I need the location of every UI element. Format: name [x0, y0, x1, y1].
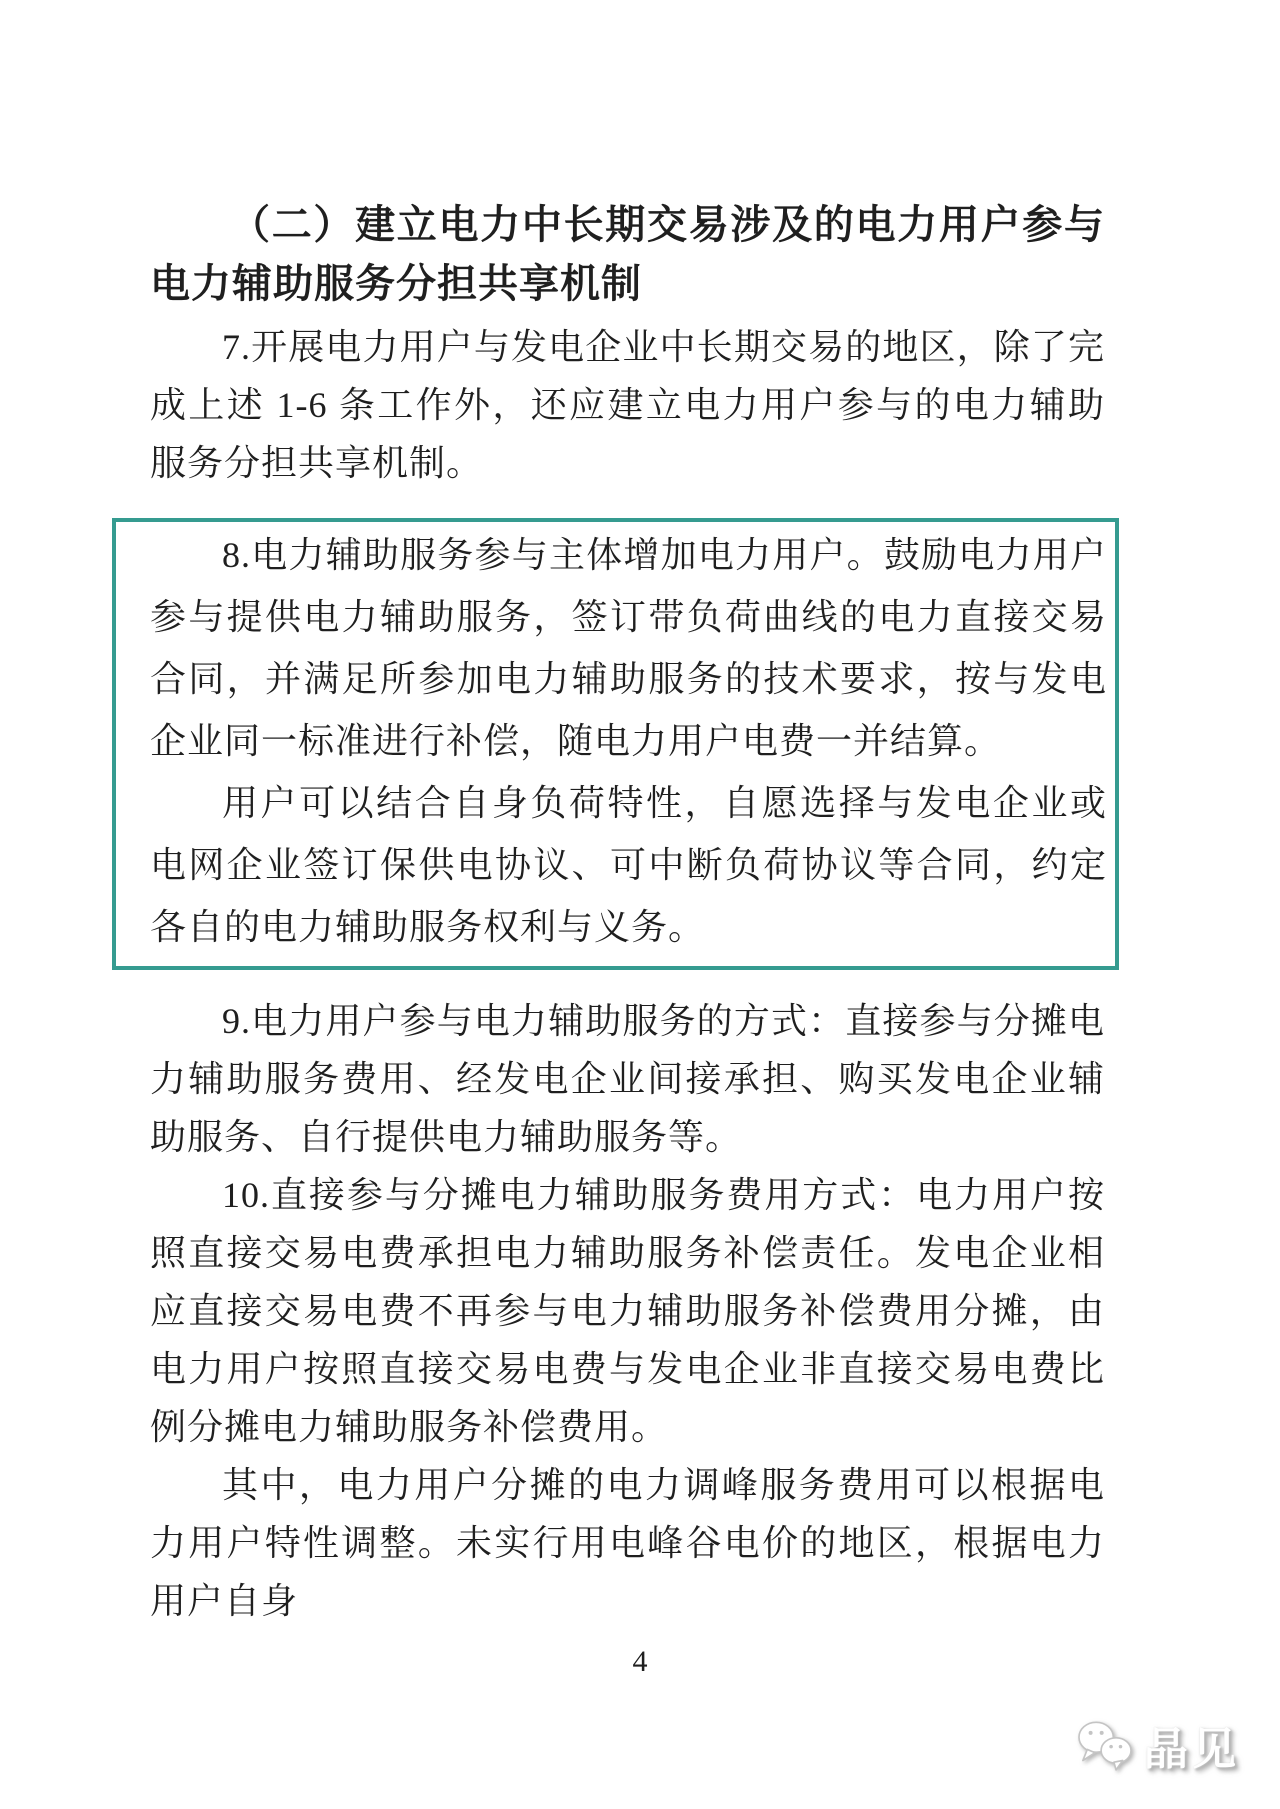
- paragraph-11: 其中，电力用户分摊的电力调峰服务费用可以根据电力用户特性调整。未实行用电峰谷电价的地区，根据电力用户自身: [150, 1465, 1105, 1621]
- section-heading: （二）建立电力中长期交易涉及的电力用户参与电力辅助服务分担共享机制: [150, 203, 1105, 306]
- wechat-icon: [1074, 1718, 1136, 1772]
- watermark: [1074, 1713, 1240, 1777]
- page-number: 4: [632, 1645, 648, 1678]
- document-content: [150, 196, 1105, 1630]
- watermark-label: 晶见: [1144, 1725, 1240, 1774]
- paragraph-8a: 8.电力辅助服务参与主体增加电力用户。鼓励电力用户参与提供电力辅助服务，签订带负荷曲线的电力直接交易合同，并满足所参加电力辅助服务的技术要求，按与发电企业同一标准进行补偿，随电力用户电费一并结算。: [150, 535, 1107, 761]
- paragraph-8b: 用户可以结合自身负荷特性，自愿选择与发电企业或电网企业签订保供电协议、可中断负荷协议等合同，约定各自的电力辅助服务权利与义务。: [150, 783, 1107, 947]
- paragraph-10: 10.直接参与分摊电力辅助服务费用方式：电力用户按照直接交易电费承担电力辅助服务补偿责任。发电企业相应直接交易电费不再参与电力辅助服务补偿费用分摊，由电力用户按照直接交易电费与发电企业非直接交易电费比例分摊电力辅助服务补偿费用。: [150, 1175, 1105, 1447]
- highlight-box: [112, 518, 1119, 970]
- paragraph-9: 9.电力用户参与电力辅助服务的方式：直接参与分摊电力辅助服务费用、经发电企业间接承担、购买发电企业辅助服务、自行提供电力辅助服务等。: [150, 1001, 1105, 1157]
- paragraph-7: 7.开展电力用户与发电企业中长期交易的地区，除了完成上述 1-6 条工作外，还应建立电力用户参与的电力辅助服务分担共享机制。: [150, 327, 1105, 483]
